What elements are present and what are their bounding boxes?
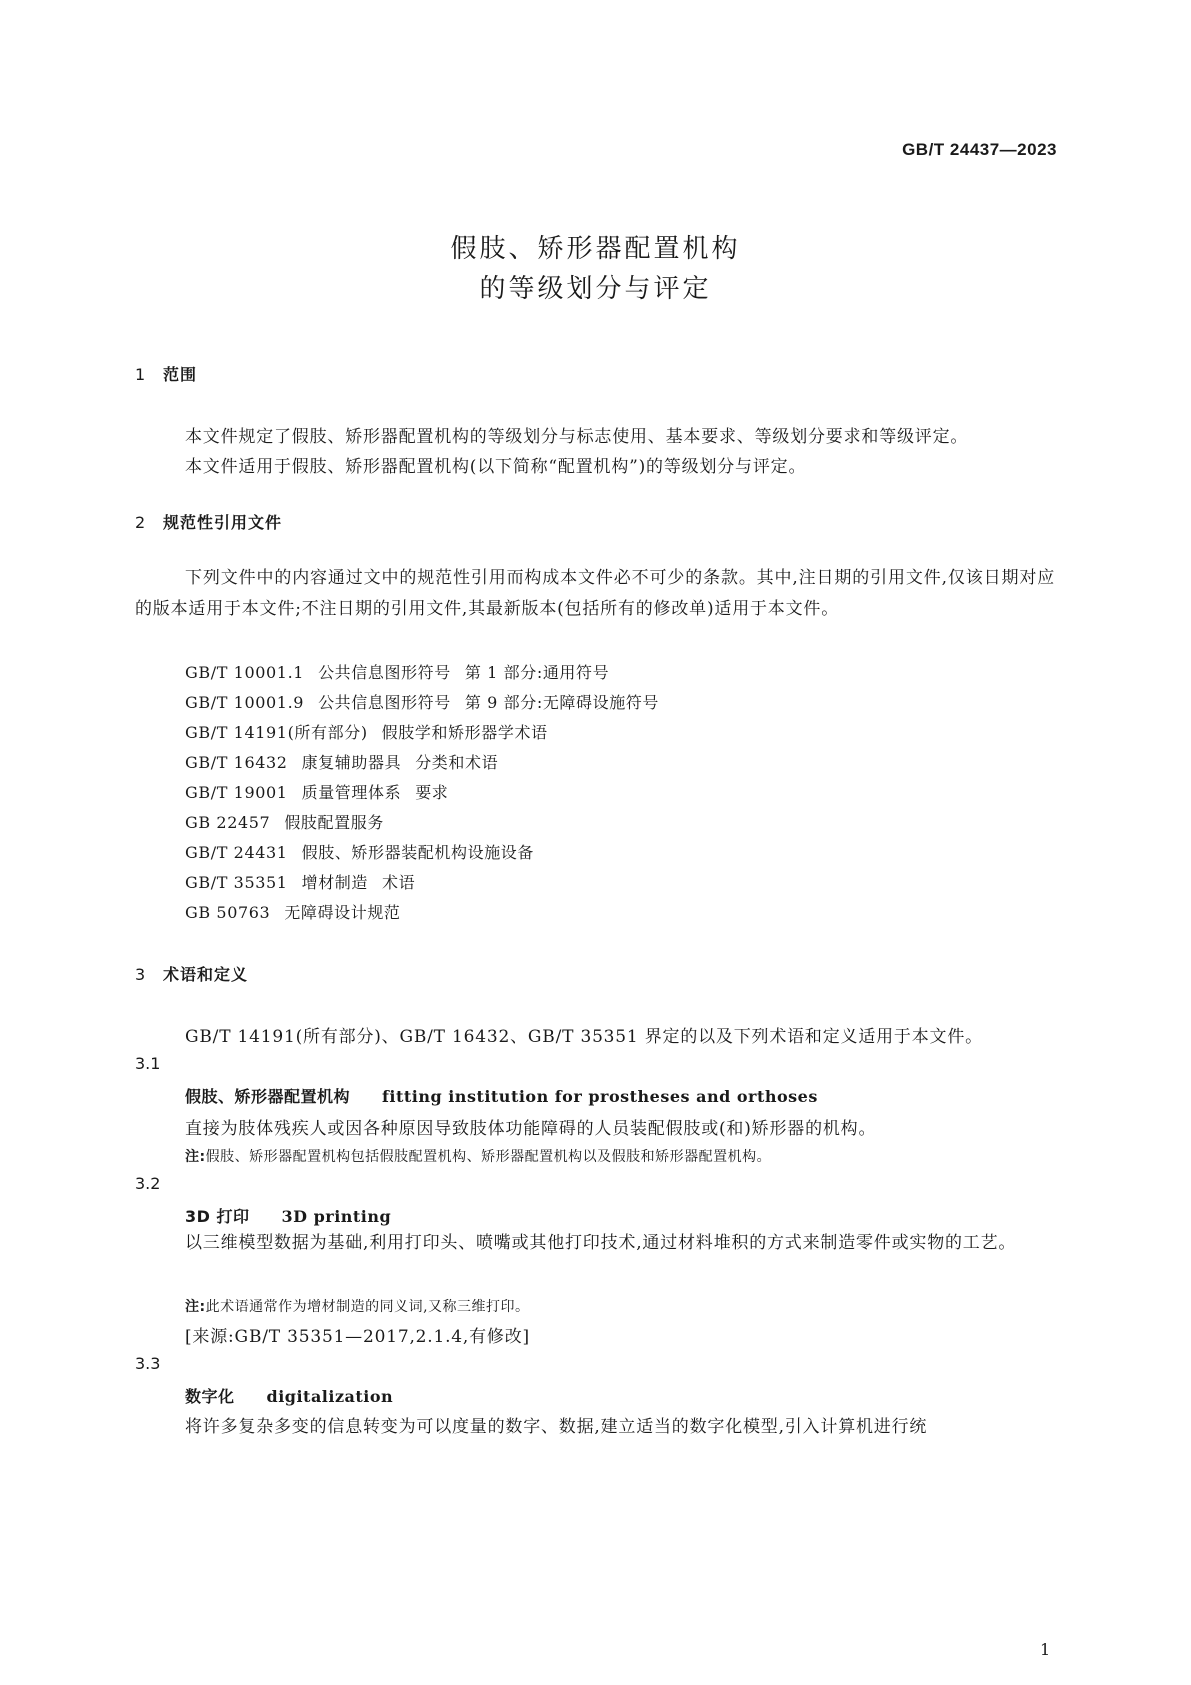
reference-title: 假肢、矫形器装配机构设施设备 [301, 843, 534, 862]
reference-item [185, 900, 401, 923]
term-en: digitalization [266, 1387, 394, 1406]
reference-item [185, 810, 384, 833]
note-text: 假肢、矫形器配置机构包括假肢配置机构、矫形器配置机构以及假肢和矫形器配置机构。 [205, 1149, 772, 1165]
note-label: 注: [185, 1299, 206, 1315]
term-heading [185, 1384, 393, 1407]
reference-item [185, 720, 548, 743]
document-title-line1: 假肢、矫形器配置机构 [450, 234, 741, 264]
term-heading [185, 1084, 818, 1107]
reference-code: GB/T 10001.9 [185, 693, 305, 712]
term-number: 3.1 [135, 1054, 161, 1073]
reference-code: GB 50763 [185, 903, 271, 922]
reference-item [185, 840, 534, 863]
term-definition: 直接为肢体残疾人或因各种原因导致肢体功能障碍的人员装配假肢或(和)矫形器的机构。 [185, 1119, 877, 1139]
reference-code: GB 22457 [185, 813, 271, 832]
section-number: 3 [135, 965, 147, 984]
section-number: 2 [135, 513, 147, 532]
scope-paragraph-1: 本文件规定了假肢、矫形器配置机构的等级划分与标志使用、基本要求、等级划分要求和等级评定。 [185, 427, 969, 447]
reference-code: GB/T 16432 [185, 753, 288, 772]
term-note [185, 1296, 530, 1316]
term-en: 3D printing [281, 1207, 392, 1226]
reference-title: 公共信息图形符号 [318, 693, 451, 712]
term-number: 3.3 [135, 1354, 161, 1373]
note-text: 此术语通常作为增材制造的同义词,又称三维打印。 [205, 1299, 530, 1315]
reference-subtitle: 分类和术语 [415, 753, 499, 772]
term-source: [来源:GB/T 35351—2017,2.1.4,有修改] [185, 1327, 530, 1347]
reference-title: 康复辅助器具 [301, 753, 402, 772]
reference-code: GB/T 35351 [185, 873, 288, 892]
term-note [185, 1146, 771, 1166]
section-number: 1 [135, 365, 147, 384]
term-en: fitting institution for prostheses and orthoses [382, 1087, 818, 1106]
reference-code: GB/T 24431 [185, 843, 288, 862]
section-1-heading [135, 362, 197, 385]
section-3-heading [135, 962, 248, 985]
section-title: 术语和定义 [163, 965, 249, 984]
reference-title: 公共信息图形符号 [318, 663, 451, 682]
section-title: 范围 [163, 365, 198, 384]
page-number: 1 [1040, 1640, 1051, 1659]
reference-subtitle: 术语 [382, 873, 416, 892]
reference-item [185, 660, 609, 683]
term-zh: 数字化 [185, 1387, 235, 1406]
scope-paragraph-2: 本文件适用于假肢、矫形器配置机构(以下简称“配置机构”)的等级划分与评定。 [185, 457, 807, 477]
note-label: 注: [185, 1149, 206, 1165]
section-title: 规范性引用文件 [163, 513, 283, 532]
reference-subtitle: 第 9 部分:无障碍设施符号 [464, 693, 660, 712]
reference-item [185, 690, 659, 713]
term-heading [185, 1204, 391, 1227]
reference-item [185, 750, 498, 773]
reference-title: 增材制造 [301, 873, 368, 892]
terms-intro: GB/T 14191(所有部分)、GB/T 16432、GB/T 35351 界定的以及下列术语和定义适用于本文件。 [185, 1027, 983, 1047]
reference-item [185, 870, 415, 893]
term-zh: 假肢、矫形器配置机构 [185, 1087, 351, 1106]
document-title-line2: 的等级划分与评定 [479, 274, 712, 304]
term-definition: 将许多复杂多变的信息转变为可以度量的数字、数据,建立适当的数字化模型,引入计算机进行统 [185, 1417, 928, 1437]
term-number: 3.2 [135, 1174, 161, 1193]
reference-title: 假肢配置服务 [284, 813, 384, 832]
reference-code: GB/T 14191(所有部分) [185, 723, 368, 742]
reference-subtitle: 第 1 部分:通用符号 [464, 663, 610, 682]
section-2-heading [135, 510, 282, 533]
reference-title: 假肢学和矫形器学术语 [381, 723, 548, 742]
reference-item [185, 780, 448, 803]
term-definition: 以三维模型数据为基础,利用打印头、喷嘴或其他打印技术,通过材料堆积的方式来制造零件或实物的工艺。 [185, 1233, 1017, 1253]
reference-subtitle: 要求 [415, 783, 449, 802]
reference-title: 无障碍设计规范 [284, 903, 401, 922]
reference-code: GB/T 19001 [185, 783, 288, 802]
normative-references-intro: 下列文件中的内容通过文中的规范性引用而构成本文件必不可少的条款。其中,注日期的引用文件,仅该日期对应的版本适用于本文件;不注日期的引用文件,其最新版本(包括所有的修改单)适用于本文件。 [135, 568, 1055, 619]
reference-title: 质量管理体系 [301, 783, 402, 802]
term-zh: 3D 打印 [185, 1207, 250, 1226]
reference-code: GB/T 10001.1 [185, 663, 305, 682]
document-number: GB/T 24437—2023 [902, 140, 1057, 159]
